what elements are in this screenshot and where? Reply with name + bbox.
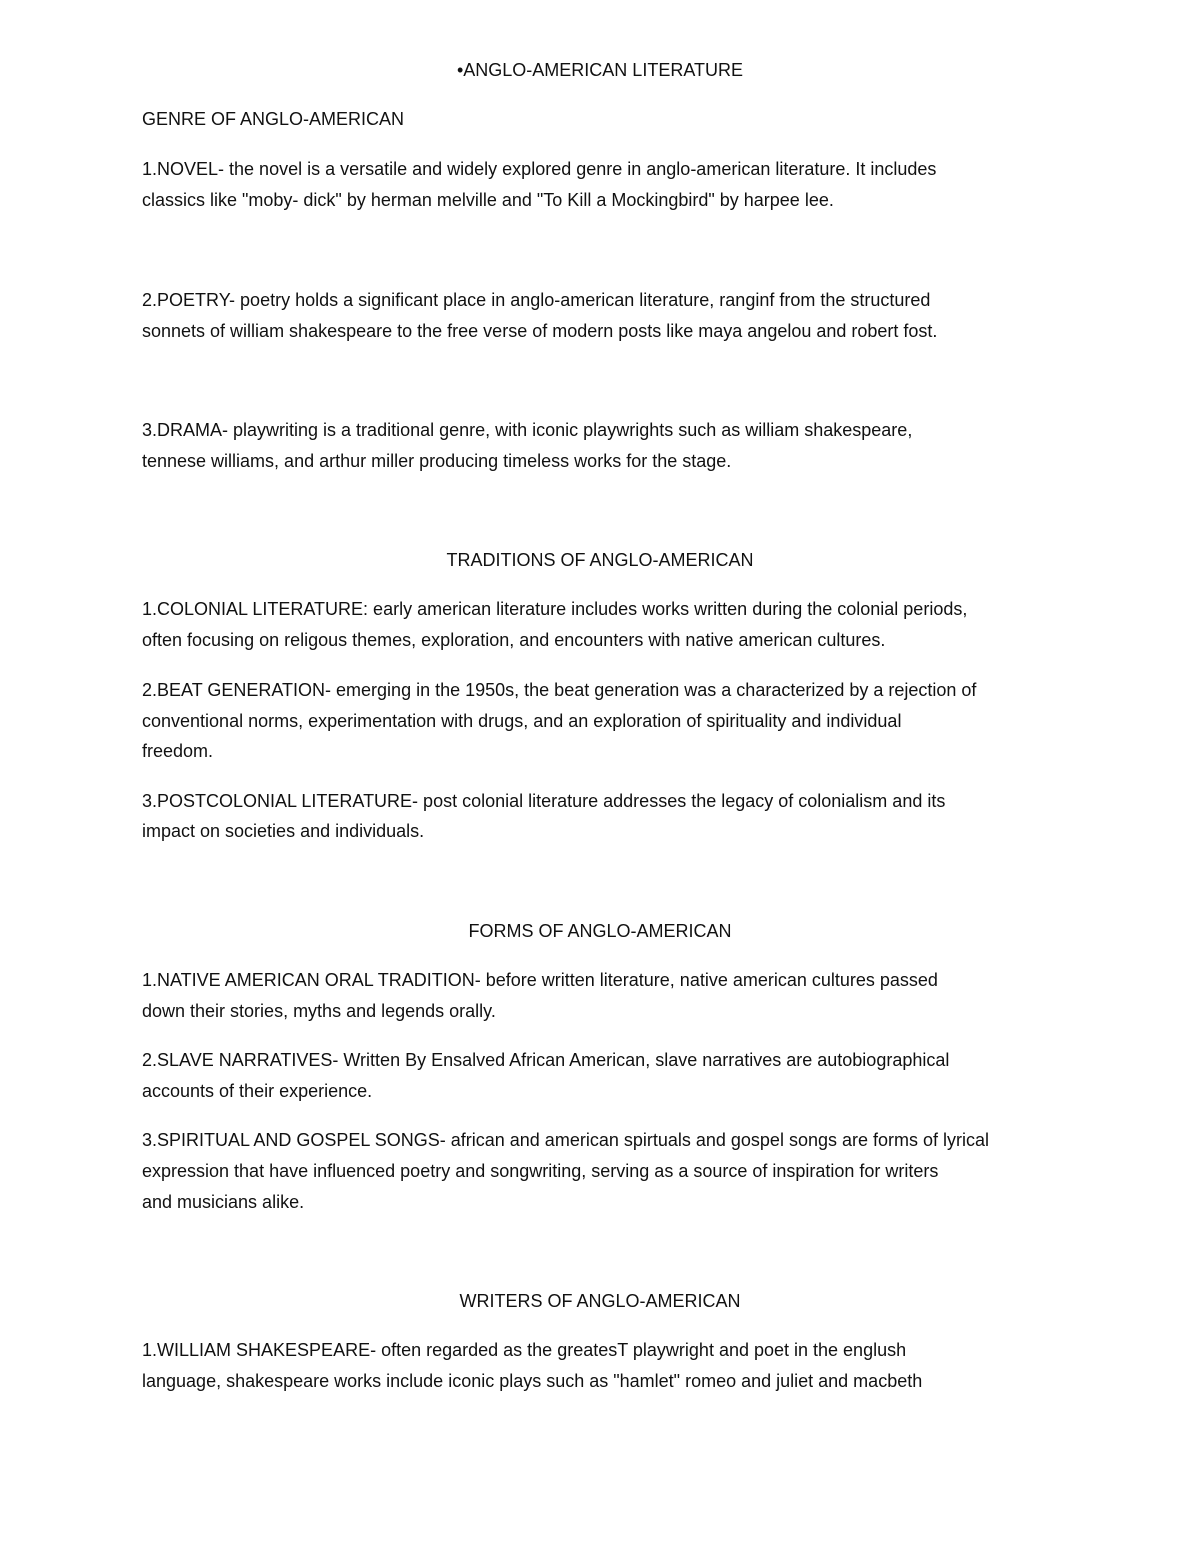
- traditions-postcolonial-line-1: 3.POSTCOLONIAL LITERATURE- post colonial literature addresses the legacy of colonialism and its: [142, 791, 946, 811]
- forms-spiritual-line-1: 3.SPIRITUAL AND GOSPEL SONGS- african and american spirtuals and gospel songs are forms of lyrical: [142, 1130, 990, 1150]
- genre-poetry-line-1: 2.POETRY- poetry holds a significant place in anglo-american literature, ranginf from the structured: [142, 290, 931, 310]
- writers-heading: WRITERS OF ANGLO-AMERICAN: [459, 1291, 741, 1311]
- genre-heading: GENRE OF ANGLO-AMERICAN: [142, 109, 405, 129]
- forms-oral-line-1: 1.NATIVE AMERICAN ORAL TRADITION- before written literature, native american cultures passed: [142, 970, 938, 990]
- genre-drama-line-1: 3.DRAMA- playwriting is a traditional genre, with iconic playwrights such as william shakespeare,: [142, 420, 913, 440]
- traditions-beat-line-3: freedom.: [142, 741, 214, 761]
- traditions-colonial-line-2: often focusing on religous themes, exploration, and encounters with native american cultures.: [142, 630, 886, 650]
- traditions-heading: TRADITIONS OF ANGLO-AMERICAN: [446, 550, 754, 570]
- traditions-beat-line-1: 2.BEAT GENERATION- emerging in the 1950s, the beat generation was a characterized by a rejection of: [142, 680, 977, 700]
- traditions-colonial-line-1: 1.COLONIAL LITERATURE: early american literature includes works written during the colonial periods,: [142, 599, 968, 619]
- traditions-postcolonial-line-2: impact on societies and individuals.: [142, 821, 425, 841]
- writers-shakespeare-line-2: language, shakespeare works include iconic plays such as "hamlet" romeo and juliet and macbeth: [142, 1371, 923, 1391]
- genre-poetry-line-2: sonnets of william shakespeare to the free verse of modern posts like maya angelou and robert fost.: [142, 321, 938, 341]
- forms-slave-line-2: accounts of their experience.: [142, 1081, 373, 1101]
- genre-novel-line-2: classics like "moby- dick" by herman melville and "To Kill a Mockingbird" by harpee lee.: [142, 190, 834, 210]
- forms-slave-line-1: 2.SLAVE NARRATIVES- Written By Ensalved African American, slave narratives are autobiographical: [142, 1050, 950, 1070]
- forms-oral-line-2: down their stories, myths and legends orally.: [142, 1001, 496, 1021]
- forms-spiritual-line-3: and musicians alike.: [142, 1192, 305, 1212]
- traditions-beat-line-2: conventional norms, experimentation with drugs, and an exploration of spirituality and individual: [142, 711, 902, 731]
- forms-heading: FORMS OF ANGLO-AMERICAN: [468, 921, 732, 941]
- forms-spiritual-line-2: expression that have influenced poetry and songwriting, serving as a source of inspiration for writers: [142, 1161, 939, 1181]
- writers-shakespeare-line-1: 1.WILLIAM SHAKESPEARE- often regarded as the greatesT playwright and poet in the englush: [142, 1340, 907, 1360]
- document-title: •ANGLO-AMERICAN LITERATURE: [456, 60, 743, 80]
- genre-novel-line-1: 1.NOVEL- the novel is a versatile and widely explored genre in anglo-american literature. It includes: [142, 159, 937, 179]
- genre-drama-line-2: tennese williams, and arthur miller producing timeless works for the stage.: [142, 451, 732, 471]
